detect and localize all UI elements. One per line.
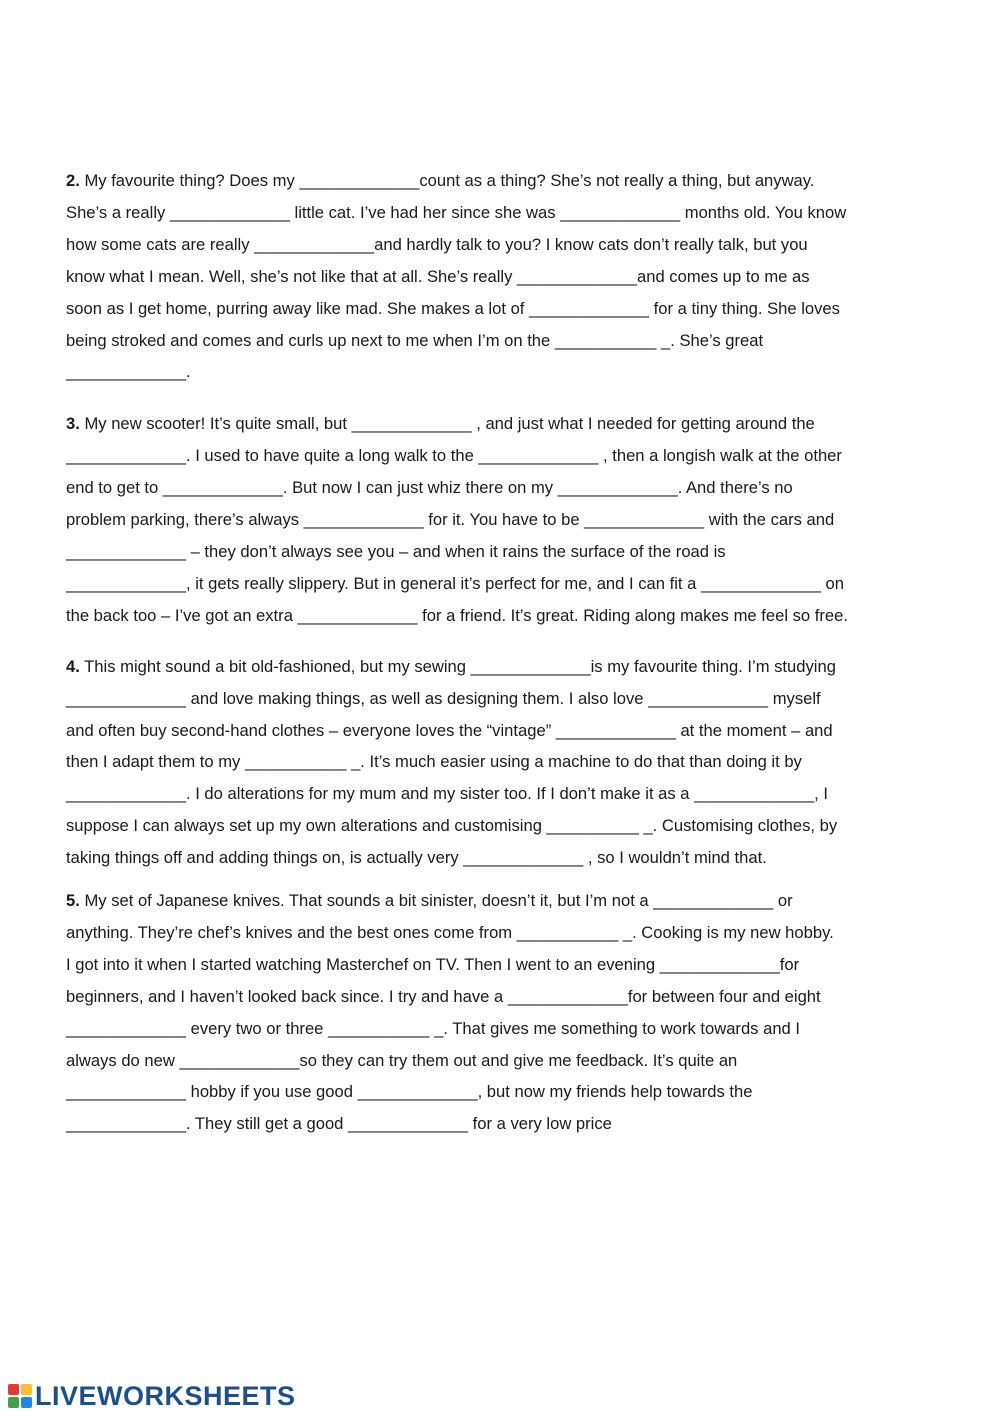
text-segment: anything. They’re chef’s knives and the best ones come from [66,922,517,942]
question-number: 4. [66,656,80,676]
text-segment: _. That gives me something to work towards and I [429,1018,800,1038]
text-segment: and often buy second-hand clothes – everyone loves the “vintage” [66,720,556,740]
answer-blank[interactable]: _____________ [348,1114,469,1134]
answer-blank[interactable]: ___________ [244,752,347,772]
text-segment: so they can try them out and give me feedback. It’s quite an [299,1050,738,1070]
text-line [66,325,946,357]
text-segment: for it. You have to be [423,510,585,530]
answer-blank[interactable]: _____________ [299,171,420,190]
text-segment: the back too – I’ve got an extra [66,605,298,625]
answer-blank[interactable]: _____________ [66,541,186,561]
text-line [66,229,946,261]
text-line [66,408,946,440]
text-segment: , so I wouldn’t mind that. [583,848,767,868]
answer-blank[interactable]: _____________ [557,478,678,498]
text-segment: My set of Japanese knives. That sounds a bit sinister, doesn’t it, but I’m not a [84,891,654,911]
answer-blank[interactable]: _____________ [66,1018,186,1038]
answer-blank[interactable]: _____________ [66,446,186,466]
text-segment: She’s a really [66,202,170,222]
text-segment: My favourite thing? Does my [84,171,300,190]
text-segment: always do new [66,1050,180,1070]
text-segment: end to get to [66,478,163,498]
text-line [66,261,946,293]
answer-blank[interactable]: _____________ [66,688,186,708]
text-segment: , then a longish walk at the other [598,446,842,466]
text-segment: or [773,891,793,911]
answer-blank[interactable]: _____________ [254,234,375,254]
text-segment: . And there’s no [677,478,793,498]
text-segment: – they don’t always see you – and when it rains the surface of the road is [185,541,726,561]
text-segment: how some cats are really [66,234,255,254]
text-segment: _. Customising clothes, by [638,816,838,836]
answer-blank[interactable]: _____________ [584,510,705,530]
text-segment: count as a thing? She’s not really a thing, but anyway. [419,171,815,190]
text-segment: for a very low price [468,1114,612,1134]
paragraph-2 [66,165,946,388]
answer-blank[interactable]: _____________ [463,848,584,868]
text-segment: on [820,573,845,593]
text-segment: My new scooter! It’s quite small, but [84,414,352,434]
answer-blank[interactable]: _____________ [478,446,599,466]
text-segment: and love making things, as well as designing them. I also love [185,688,649,708]
text-segment: know what I mean. Well, she’s not like that at all. She’s really [66,266,518,286]
paragraph-3 [66,408,946,631]
text-line [66,683,946,715]
brand-name: LIVEWORKSHEETS [35,1380,296,1411]
answer-blank[interactable]: _____________ [179,1050,300,1070]
text-line [66,746,946,778]
text-line [66,842,946,874]
text-line [66,1108,946,1140]
answer-blank[interactable]: _____________ [507,986,628,1006]
text-line [66,536,946,568]
text-segment: soon as I get home, purring away like mad. She makes a lot of [66,298,530,318]
answer-blank[interactable]: _____________ [169,202,290,222]
text-line [66,197,946,229]
answer-blank[interactable]: _____________ [297,605,418,625]
answer-blank[interactable]: _____________ [66,573,186,593]
answer-blank[interactable]: ___________ [516,922,619,942]
text-segment: for a friend. It’s great. Riding along makes me feel so free. [417,605,848,625]
answer-blank[interactable]: _____________ [66,362,186,382]
answer-blank[interactable]: _____________ [351,414,472,434]
text-segment: beginners, and I haven’t looked back since. I try and have a [66,986,508,1006]
text-segment: . [185,362,191,382]
text-line [66,1076,946,1108]
text-segment: , but now my friends help towards the [477,1082,753,1102]
text-segment: myself [768,688,821,708]
answer-blank[interactable]: _____________ [700,573,821,593]
answer-blank[interactable]: _____________ [659,954,780,974]
text-line [66,651,946,683]
footer-brand [8,1380,296,1412]
text-line [66,165,946,197]
text-segment: for a tiny thing. She loves [649,298,840,318]
text-segment: problem parking, there’s always [66,510,304,530]
answer-blank[interactable]: _____________ [162,478,283,498]
text-segment: taking things off and adding things on, is actually very [66,848,464,868]
answer-blank[interactable]: ___________ [328,1018,430,1038]
answer-blank[interactable]: _____________ [66,1114,186,1134]
question-number: 5. [66,891,80,911]
text-segment: little cat. I’ve had her since she was [289,202,561,222]
text-line [66,568,946,600]
text-line [66,440,946,472]
text-segment: , I [814,784,828,804]
answer-blank[interactable]: _____________ [653,891,774,911]
answer-blank[interactable]: _____________ [517,266,638,286]
text-line [66,472,946,504]
logo-square-blue [21,1397,32,1408]
text-segment: and hardly talk to you? I know cats don’t really talk, but you [374,234,808,254]
answer-blank[interactable]: _____________ [66,784,186,804]
text-line [66,917,946,949]
answer-blank[interactable]: _____________ [303,510,424,530]
text-segment: and comes up to me as [637,266,810,286]
text-segment: hobby if you use good [185,1082,358,1102]
text-line [66,356,946,388]
text-segment: . I used to have quite a long walk to the [185,446,479,466]
text-segment: suppose I can always set up my own alterations and customising [66,816,547,836]
answer-blank[interactable]: _____________ [694,784,815,804]
text-segment: is my favourite thing. I’m studying [590,656,836,676]
text-line [66,1045,946,1077]
text-line [66,778,946,810]
text-segment: This might sound a bit old-fashioned, but my sewing [84,656,471,676]
text-line [66,949,946,981]
question-number: 2. [66,171,80,190]
answer-blank[interactable]: ___________ [554,330,657,350]
text-line [66,600,946,632]
text-segment: for between four and eight [627,986,821,1006]
text-segment: _. Cooking is my new hobby. [618,922,834,942]
text-line [66,885,946,917]
logo-square-red [8,1384,19,1395]
text-segment: , it gets really slippery. But in general it’s perfect for me, and I can fit a [185,573,701,593]
answer-blank[interactable]: _____________ [529,298,650,318]
text-line [66,1013,946,1045]
text-line [66,504,946,536]
text-segment: with the cars and [704,510,835,530]
question-number: 3. [66,414,80,434]
text-segment: . They still get a good [185,1114,349,1134]
text-segment: at the moment – and [675,720,833,740]
text-segment: _. She’s great [656,330,764,350]
text-segment: . I do alterations for my mum and my sister too. If I don’t make it as a [185,784,695,804]
text-line [66,810,946,842]
paragraph-5 [66,885,946,1140]
answer-blank[interactable]: __________ [546,816,639,836]
text-segment: , and just what I needed for getting around the [471,414,815,434]
text-segment: being stroked and comes and curls up next to me when I’m on the [66,330,555,350]
logo-square-green [8,1397,19,1408]
logo-square-yellow [21,1384,32,1395]
text-segment: _. It’s much easier using a machine to do that than doing it by [346,752,802,772]
answer-blank[interactable]: _____________ [555,720,676,740]
answer-blank[interactable]: _____________ [560,202,681,222]
liveworksheets-logo-icon [8,1384,32,1408]
worksheet-body [66,165,946,1140]
text-segment: then I adapt them to my [66,752,245,772]
answer-blank[interactable]: _____________ [470,656,591,676]
answer-blank[interactable]: _____________ [648,688,769,708]
text-segment: I got into it when I started watching Masterchef on TV. Then I went to an evening [66,954,660,974]
paragraph-4 [66,651,946,874]
answer-blank[interactable]: _____________ [357,1082,478,1102]
text-segment: . But now I can just whiz there on my [282,478,558,498]
text-line [66,293,946,325]
answer-blank[interactable]: _____________ [66,1082,186,1102]
text-line [66,981,946,1013]
text-segment: months old. You know [680,202,847,222]
text-segment: for [779,954,800,974]
text-segment: every two or three [185,1018,329,1038]
text-line [66,715,946,747]
